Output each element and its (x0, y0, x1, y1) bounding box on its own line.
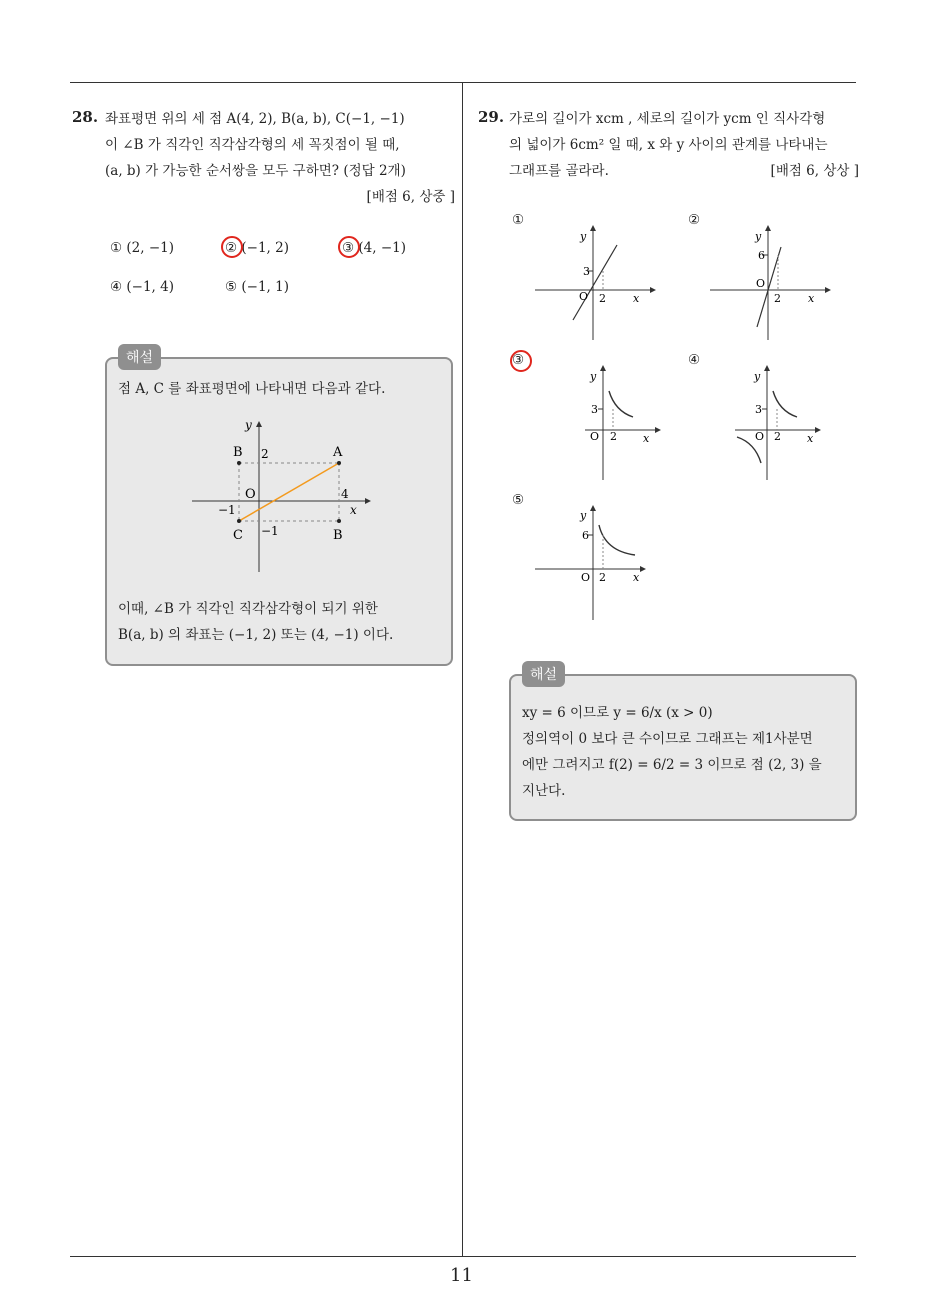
answer-mark-3 (510, 350, 532, 372)
tick-neg1-y: −1 (261, 524, 279, 538)
graph1-origin: O (579, 290, 589, 303)
graph5-x-label: x (633, 571, 640, 584)
y-axis-label: y (245, 418, 252, 432)
graph4-x-label: x (807, 432, 814, 445)
graph2-origin: O (756, 277, 766, 290)
score-label: [배점 6, 상상 ] (770, 163, 859, 179)
bottom-rule (70, 1256, 856, 1257)
graph-option-1-label[interactable]: ① (512, 212, 525, 228)
graph4-origin: O (755, 430, 765, 443)
graph-option-3[interactable] (585, 365, 675, 485)
explanation-tag: 해설 (118, 344, 161, 370)
origin-label: O (245, 487, 256, 502)
graph5-tick-6: 6 (582, 529, 589, 542)
graph2-tick-6: 6 (758, 249, 765, 262)
graph2-y-label: y (755, 230, 762, 243)
graph5-y-label: y (580, 509, 587, 522)
choice-5[interactable]: ⑤ (−1, 1) (225, 279, 289, 295)
answer-mark-2 (221, 236, 243, 258)
explanation-conclusion: 이때, ∠B 가 직각인 직각삼각형이 되기 위한 B(a, b) 의 좌표는 (−1, 2) 또는 (4, −1) 이다. (118, 601, 394, 643)
graph4-y-label: y (754, 370, 761, 383)
choice-4[interactable]: ④ (−1, 4) (110, 279, 174, 295)
tick-2: 2 (261, 447, 269, 461)
x-axis-label: x (350, 503, 357, 517)
column-divider (462, 82, 463, 1257)
top-rule (70, 82, 856, 83)
point-A: A (333, 445, 343, 460)
tick-4: 4 (341, 487, 349, 501)
graph1-y-label: y (580, 230, 587, 243)
graph-option-2[interactable] (710, 225, 840, 345)
explanation-tag: 해설 (522, 661, 565, 687)
question-text: 가로의 길이가 xcm , 세로의 길이가 ycm 인 직사각형 의 넓이가 6cm² 일 때, x 와 y 사이의 관계를 나타내는 그래프를 골라라. [배점 6, 상상 ] (509, 106, 859, 184)
page-number: 11 (450, 1265, 473, 1286)
graph1-tick-3: 3 (583, 265, 590, 278)
graph3-y-label: y (590, 370, 597, 383)
point-B-top: B (233, 445, 243, 460)
coordinate-figure (185, 415, 385, 585)
graph-option-5-label[interactable]: ⑤ (512, 492, 525, 508)
graph3-x-label: x (643, 432, 650, 445)
graph5-tick-2: 2 (599, 571, 606, 584)
graph4-tick-3: 3 (755, 403, 762, 416)
question-text: 좌표평면 위의 세 점 A(4, 2), B(a, b), C(−1, −1) 이 ∠B 가 직각인 직각삼각형의 세 꼭짓점이 될 때, (a, b) 가 가능한 순서쌍을 모두 구하면? (정답 2개) [배점 6, 상중 ] (105, 106, 455, 210)
graph3-tick-3: 3 (591, 403, 598, 416)
graph-option-5[interactable] (535, 505, 665, 625)
question-number: 28. (72, 108, 99, 126)
choice-1[interactable]: ① (2, −1) (110, 240, 174, 256)
graph-option-4[interactable] (735, 365, 865, 485)
graph-option-1[interactable] (535, 225, 665, 345)
score-label: [배점 6, 상중 ] (366, 189, 455, 205)
graph3-origin: O (590, 430, 600, 443)
graph5-origin: O (581, 571, 591, 584)
graph-option-3-label[interactable]: ③ (512, 352, 525, 368)
graph3-tick-2: 2 (610, 430, 617, 443)
graph-option-4-label[interactable]: ④ (688, 352, 701, 368)
point-B-bottom: B (333, 528, 343, 543)
explanation-text: 점 A, C 를 좌표평면에 나타내면 다음과 같다. (118, 381, 386, 397)
graph1-tick-2: 2 (599, 292, 606, 305)
tick-neg1-x: −1 (218, 503, 236, 517)
graph2-tick-2: 2 (774, 292, 781, 305)
graph2-x-label: x (808, 292, 815, 305)
point-C: C (233, 528, 243, 543)
graph4-tick-2: 2 (774, 430, 781, 443)
graph1-x-label: x (633, 292, 640, 305)
choice-3[interactable]: ③ (4, −1) (342, 240, 406, 256)
choice-2[interactable]: ② (−1, 2) (225, 240, 289, 256)
graph-option-2-label[interactable]: ② (688, 212, 701, 228)
explanation-text: xy = 6 이므로 y = 6/x (x > 0) 정의역이 0 보다 큰 수이므로 그래프는 제1사분면 에만 그려지고 f(2) = 6/2 = 3 이므로 점 (2, 3) 을 지난다. (522, 705, 822, 799)
answer-mark-3 (338, 236, 360, 258)
question-number: 29. (478, 108, 505, 126)
